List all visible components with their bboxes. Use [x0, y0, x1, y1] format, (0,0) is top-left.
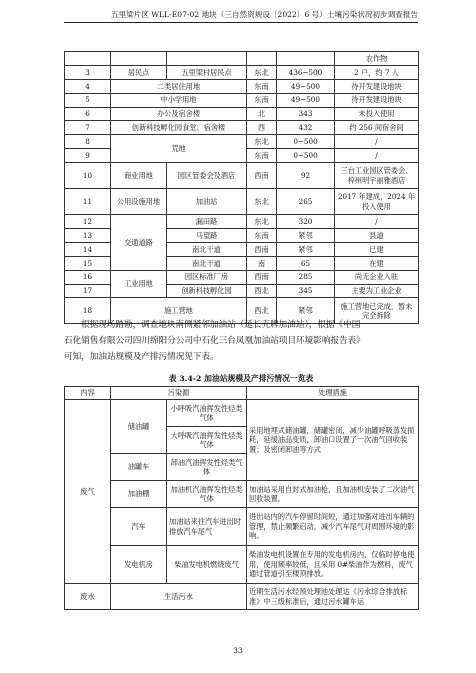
distance: 65: [277, 256, 335, 270]
table-cell: [167, 52, 247, 66]
header-measure: 处理措施: [247, 387, 419, 400]
receptor-name: 南北干道: [167, 242, 247, 256]
table-row: [65, 270, 419, 284]
direction: 西: [247, 121, 277, 135]
pollutant: 小呼吸汽油挥发性烃类气体: [167, 400, 247, 427]
status: 主要为工业企业: [335, 284, 419, 298]
direction: 东北: [247, 215, 277, 229]
distance: 紧邻: [277, 242, 335, 256]
row-number: 15: [65, 256, 111, 270]
row-number: 11: [65, 189, 111, 215]
distance: 436~500: [277, 65, 335, 79]
table-row: [65, 189, 419, 215]
status: 县道: [335, 229, 419, 243]
land-type: 中小学用地: [111, 93, 247, 107]
measure: 进出站内的汽车停留时间短，通过加强对进出车辆的管理，禁止频繁启动，减少汽车尾气对周围环境的影响。: [247, 508, 419, 546]
direction: 西南: [247, 163, 277, 189]
table-row: [65, 215, 419, 229]
distance: 49~500: [277, 93, 335, 107]
status: 2017 年建成，2024 年投入使用: [335, 189, 419, 215]
table-row: [65, 508, 419, 546]
header-content: 内容: [65, 387, 111, 400]
land-type: 二类居住用地: [111, 79, 247, 93]
source-group: 加油棚: [111, 481, 167, 508]
direction: 西北: [247, 298, 277, 324]
land-type: 办公及宿舍楼: [111, 107, 247, 121]
row-number: 13: [65, 229, 111, 243]
row-number: 9: [65, 149, 111, 163]
distance: 49~500: [277, 79, 335, 93]
direction: 北: [247, 107, 277, 121]
status: /: [335, 149, 419, 163]
distance: 紧邻: [277, 229, 335, 243]
status: 约 256 间宿舍间: [335, 121, 419, 135]
pollutant: 柴油发电机燃烧废气: [167, 546, 247, 584]
row-number: 6: [65, 107, 111, 121]
direction: 东南: [247, 149, 277, 163]
source-group: 发电机房: [111, 546, 167, 584]
table-cell: 农作物: [335, 52, 419, 66]
distance: 紧邻: [277, 298, 335, 324]
status: 在建: [335, 256, 419, 270]
land-type: 公用设施用地: [111, 189, 167, 215]
page-number: 33: [233, 646, 243, 655]
receptor-name: 园区管委会及酒店: [167, 163, 247, 189]
table-row: [65, 65, 419, 79]
status: /: [335, 135, 419, 149]
row-number: 7: [65, 121, 111, 135]
status: 已建: [335, 242, 419, 256]
direction: 西北: [247, 284, 277, 298]
land-type: 交通道路: [111, 215, 167, 271]
status: 尚无企业入驻: [335, 270, 419, 284]
table-cell: [277, 52, 335, 66]
receptor-name: 园区标准厂房: [167, 270, 247, 284]
row-number: 3: [65, 65, 111, 79]
category-gas: 废气: [65, 400, 111, 584]
direction: 东北: [247, 65, 277, 79]
row-number: 14: [65, 242, 111, 256]
land-type: 工业用地: [111, 270, 167, 298]
row-number: 4: [65, 79, 111, 93]
receptor-name: 漏田路: [167, 215, 247, 229]
measure: 采用地埋式储油罐，储罐密闭，减少油罐呼吸蒸发损耗，延缓油品变质，卸油口设置了一次油气回收装置；及密闭卸油等方式: [247, 400, 419, 481]
status: 三台工业园区管委会、梓州明宇丽雅酒店: [335, 163, 419, 189]
table-row: [65, 79, 419, 93]
direction: 东北: [247, 135, 277, 149]
row-number: 12: [65, 215, 111, 229]
direction: 西南: [247, 242, 277, 256]
direction: 东北: [247, 189, 277, 215]
table-row: [65, 481, 419, 508]
status: 施工营地已完成，暂未完全拆除: [335, 298, 419, 324]
source-group: 储油罐: [111, 400, 167, 454]
source-group: 汽车: [111, 508, 167, 546]
distance: 92: [277, 163, 335, 189]
table-caption: 表 3.4-2 加油站规模及产排污情况一览表: [168, 374, 314, 383]
distance: 285: [277, 270, 335, 284]
table-cell: [111, 52, 167, 66]
land-type: 居民点: [111, 65, 167, 79]
table-row: [65, 107, 419, 121]
direction: 西南: [247, 270, 277, 284]
direction: 东南: [247, 79, 277, 93]
distance: 0~500: [277, 135, 335, 149]
distance: 432: [277, 121, 335, 135]
pollutant: 卸油汽油挥发性烃类气体: [167, 454, 247, 481]
direction: 东南: [247, 93, 277, 107]
distance: 0~500: [277, 149, 335, 163]
table-row: [65, 400, 419, 427]
land-type: 创新科技孵化园食堂、宿舍楼: [111, 121, 247, 135]
receptor-name: 五里梁村居民点: [167, 65, 247, 79]
measure: 加油站采用自封式加油枪，且加油机安装了二次油气回收装置。: [247, 481, 419, 508]
pollution-source-table: [64, 386, 419, 610]
land-type: 施工营地: [111, 298, 247, 324]
distance: 265: [277, 189, 335, 215]
status: 未投入使用: [335, 107, 419, 121]
direction: 南: [247, 256, 277, 270]
distance: 320: [277, 215, 335, 229]
row-number: 18: [65, 298, 111, 324]
table-row: [65, 121, 419, 135]
table-row: [65, 546, 419, 584]
table-cell: [65, 52, 111, 66]
receptor-name: 马望路: [167, 229, 247, 243]
category-water: 废水: [65, 584, 111, 610]
direction: 东南: [247, 229, 277, 243]
receptor-name: 南北干道: [167, 256, 247, 270]
source-group: 油罐车: [111, 454, 167, 481]
receptor-name: 加油站: [167, 189, 247, 215]
table-row: [65, 135, 419, 149]
status: /: [335, 215, 419, 229]
pollutant: 大呼吸汽油挥发性烃类气体: [167, 427, 247, 454]
body-line: 可知，加油站规模及产排污情况见下表。: [64, 352, 219, 362]
land-type: 商业用地: [111, 163, 167, 189]
status: 2 户，约 7 人: [335, 65, 419, 79]
body-line: 石化销售有限公司四川绵阳分公司中石化三台凤凰加油站项目环境影响报告表》: [64, 336, 365, 346]
sensitive-receptor-table: [64, 51, 419, 324]
table-header-row: [65, 387, 419, 400]
land-type: 荒地: [111, 135, 247, 163]
pollutant: 加油机汽油挥发性烃类气体: [167, 481, 247, 508]
measure: 柴油发电机设置在专用的发电机房内，仅临时停电使用，使用频率较低，且采用 0#柴油作为燃料，废气通过管道引至楼顶排放。: [247, 546, 419, 584]
measure: 近期生活污水经预处理池处理达《污水综合排放标准》中三级标准后，通过污水罐车运: [247, 584, 419, 610]
source-group: 生活污水: [111, 584, 247, 610]
distance: 345: [277, 284, 335, 298]
pollutant: 加油站来往汽车进出时排放汽车尾气: [167, 508, 247, 546]
header-source: 污染源: [111, 387, 247, 400]
status: 待开发建设地块: [335, 79, 419, 93]
table-row: [65, 93, 419, 107]
body-line: 根据现场踏勘，调查地块南侧紧邻加油站（延长壳牌加油站），根据《中国: [81, 320, 361, 330]
table-row: [65, 584, 419, 610]
header-rule: [64, 22, 418, 23]
row-number: 5: [65, 93, 111, 107]
row-number: 17: [65, 284, 111, 298]
table-cell: [247, 52, 277, 66]
table-row: [65, 163, 419, 189]
row-number: 8: [65, 135, 111, 149]
status: 待开发建设地块: [335, 93, 419, 107]
table-row: [65, 52, 419, 66]
page-header: 五里梁片区 WLL-E07-02 地块（三自然资规设〔2022〕6 号）土壤污染状况初步调查报告: [110, 10, 418, 19]
distance: 343: [277, 107, 335, 121]
receptor-name: 创新科技孵化园: [167, 284, 247, 298]
row-number: 16: [65, 270, 111, 284]
row-number: 10: [65, 163, 111, 189]
